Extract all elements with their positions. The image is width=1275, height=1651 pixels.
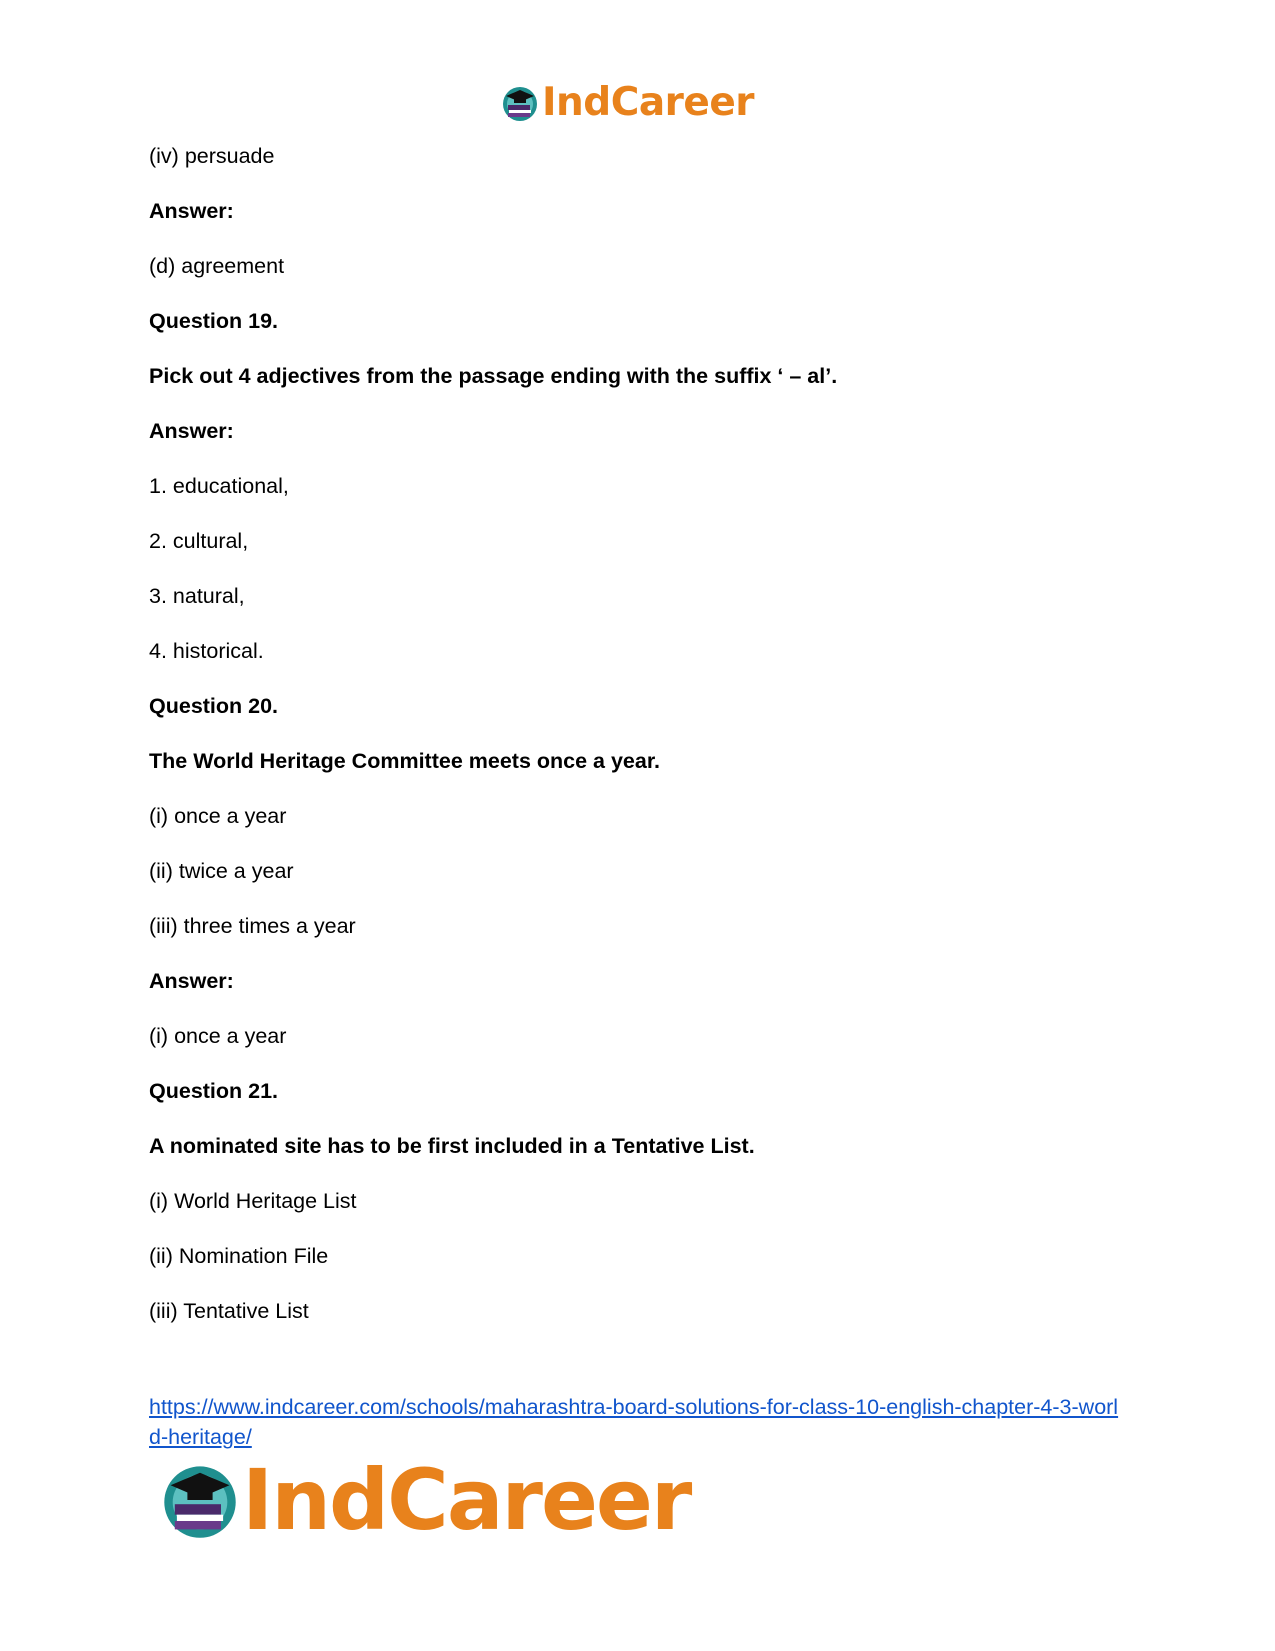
graduation-book-icon — [500, 83, 540, 123]
question-number: Question 20. — [149, 694, 279, 718]
question-number: Question 19. — [149, 309, 279, 333]
list-item: 1. educational, — [149, 474, 289, 498]
question-number: Question 21. — [149, 1079, 279, 1103]
option-item: (iv) persuade — [149, 144, 275, 168]
header-logo — [500, 80, 754, 126]
list-item: 4. historical. — [149, 639, 264, 663]
answer-label: Answer: — [149, 199, 234, 223]
option-item: (i) World Heritage List — [149, 1189, 357, 1213]
option-item: (iii) Tentative List — [149, 1299, 309, 1323]
source-link[interactable]: https://www.indcareer.com/schools/maharashtra-board-solutions-for-class-10-english-chapter-4-3-world-heritage/ — [149, 1395, 1119, 1449]
list-item: 3. natural, — [149, 584, 245, 608]
list-item: 2. cultural, — [149, 529, 249, 553]
brand-name: IndCareer — [242, 1451, 691, 1549]
option-item: (iii) three times a year — [149, 914, 356, 938]
question-text: The World Heritage Committee meets once a year. — [149, 749, 660, 773]
footer-logo — [158, 1451, 691, 1549]
option-item: (ii) Nomination File — [149, 1244, 329, 1268]
answer-label: Answer: — [149, 969, 234, 993]
question-text: A nominated site has to be first included in a Tentative List. — [149, 1134, 755, 1158]
question-text: Pick out 4 adjectives from the passage ending with the suffix ‘ – al’. — [149, 364, 838, 388]
option-item: (ii) twice a year — [149, 859, 294, 883]
option-item: (i) once a year — [149, 1024, 287, 1048]
brand-name: IndCareer — [542, 80, 754, 125]
document-body — [149, 142, 1129, 1352]
graduation-book-icon — [158, 1458, 242, 1542]
option-item: (d) agreement — [149, 254, 285, 278]
answer-label: Answer: — [149, 419, 234, 443]
option-item: (i) once a year — [149, 804, 287, 828]
